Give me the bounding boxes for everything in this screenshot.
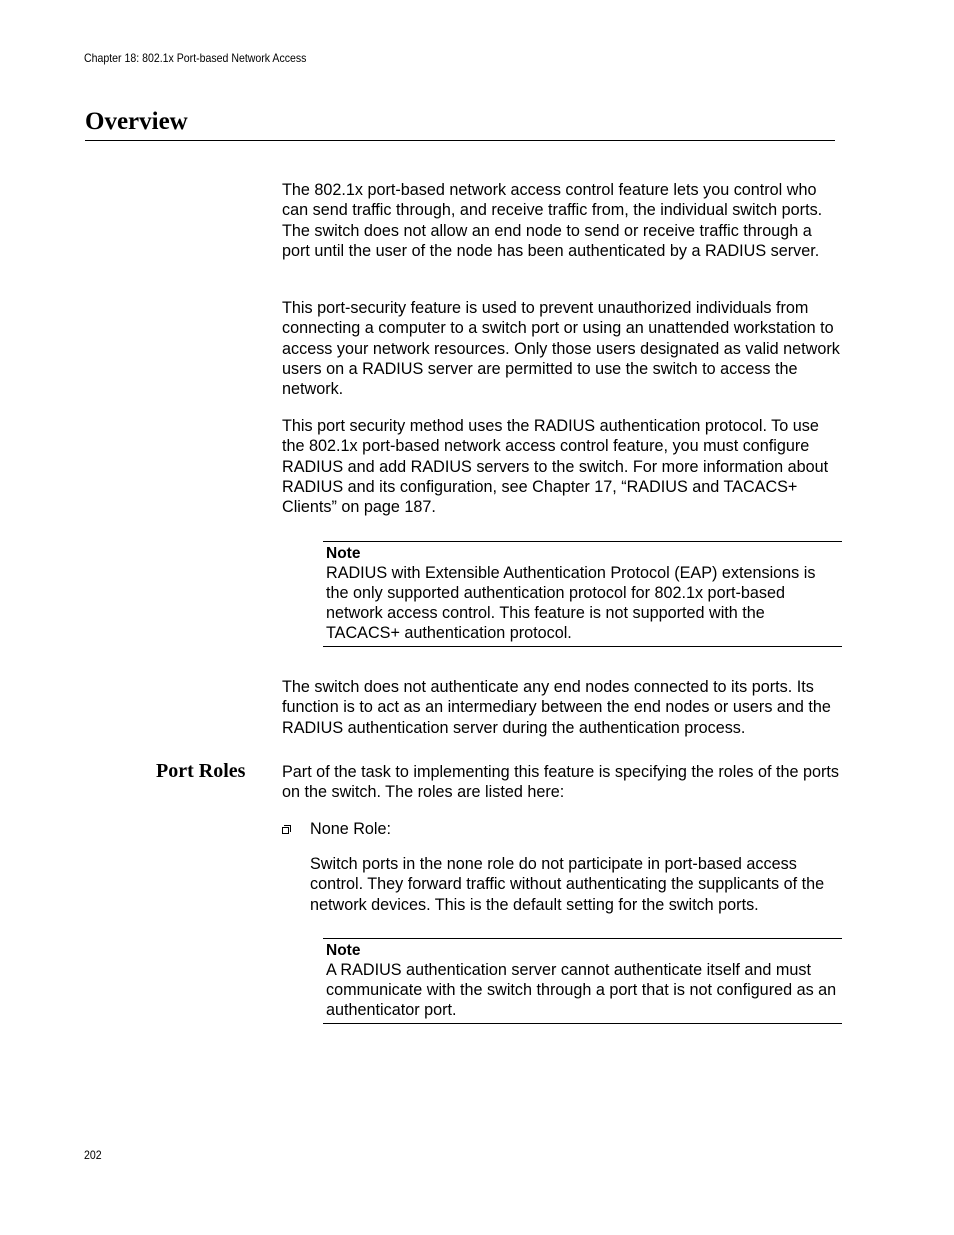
- overview-paragraph-1: The 802.1x port-based network access control feature lets you control who can send traffic through, and receive traffic from, the individual switch ports. The switch does not allow an end node to send or receive traffic through a port until the user of the node has been authenticated by a RADIUS server.: [282, 181, 823, 260]
- section-title-rule: [85, 140, 835, 141]
- note-label: Note: [326, 942, 361, 959]
- port-roles-intro: Part of the task to implementing this feature is specifying the roles of the ports on the switch. The roles are listed here:: [282, 763, 839, 802]
- note-label: Note: [326, 545, 361, 562]
- note-text: A RADIUS authentication server cannot authenticate itself and must communicate with the switch through a port that is not configured as an authenticator port.: [326, 961, 837, 1020]
- note-box-radius-server: [323, 938, 842, 1024]
- list-item-none-role: [282, 819, 391, 840]
- list-item-label: None Role:: [310, 820, 391, 838]
- checkbox-bullet-icon: [282, 820, 294, 840]
- section-title-overview: Overview: [85, 108, 188, 135]
- none-role-description: Switch ports in the none role do not participate in port-based access control. They forward traffic without authenticating the supplicants of the network devices. This is the default setting for the switch ports.: [310, 855, 825, 914]
- overview-paragraph-2: This port-security feature is used to prevent unauthorized individuals from connecting a computer to a switch port or using an unattended workstation to access your network resources. Only those users designated as valid network users on a RADIUS server are permitted to use the switch to access the network.: [282, 299, 840, 399]
- page-number: 202: [84, 1148, 102, 1162]
- overview-paragraph-3: This port security method uses the RADIUS authentication protocol. To use the 802.1x port-based network access control feature, you must configure RADIUS and add RADIUS servers to the switch. For more information about RADIUS and its configuration, see Chapter 17, “RADIUS and TACACS+ Clients” on page 187.: [282, 417, 829, 517]
- note-text: RADIUS with Extensible Authentication Protocol (EAP) extensions is the only supported authentication protocol for 802.1x port-based network access control. This feature is not supported with the TACACS+ authentication protocol.: [326, 564, 816, 643]
- note-box-eap: [323, 541, 842, 647]
- overview-closing-paragraph: The switch does not authenticate any end nodes connected to its ports. Its function is to act as an intermediary between the end nodes or users and the RADIUS authentication server during the authentication process.: [282, 678, 831, 737]
- subheading-port-roles: Port Roles: [156, 760, 246, 782]
- running-header: Chapter 18: 802.1x Port-based Network Access: [84, 51, 307, 65]
